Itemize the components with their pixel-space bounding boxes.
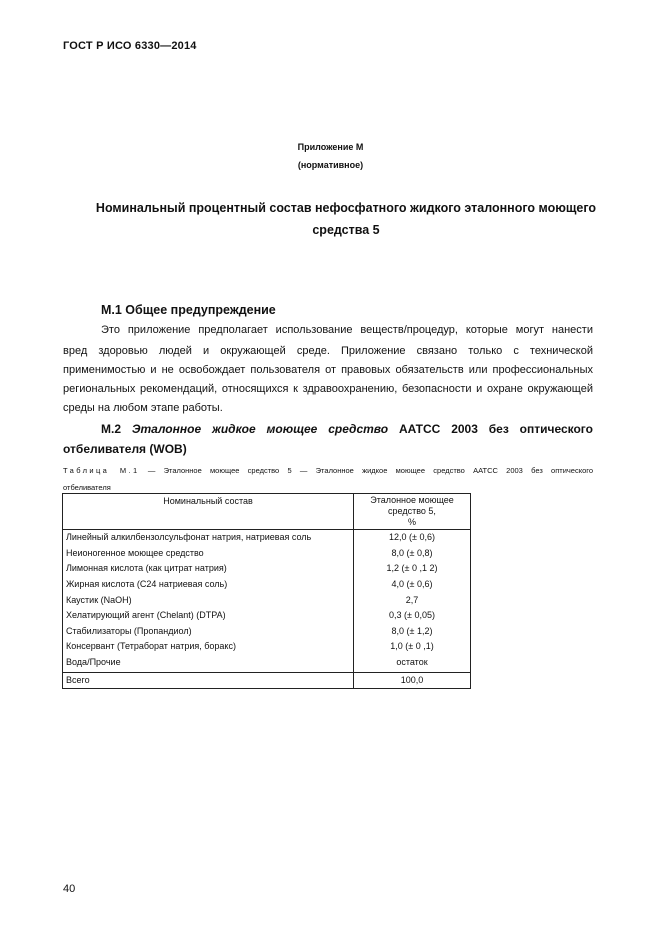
table-total-row (63, 673, 471, 689)
table-header-row (63, 494, 471, 530)
appendix-subtitle: (нормативное) (297, 160, 364, 170)
table-row (63, 577, 471, 593)
component-value: 4,0 (± 0,6) (354, 577, 471, 593)
total-label: Всего (63, 673, 354, 689)
page-number: 40 (63, 883, 76, 895)
appendix-title: Приложение М (297, 142, 364, 152)
col-header-composition: Номинальный состав (63, 494, 354, 530)
table-row (63, 546, 471, 562)
section2-heading-code: ААТСС 2003 без оптического (398, 422, 593, 436)
component-name: Хелатирующий агент (Chelant) (DTPA) (63, 608, 354, 624)
component-value: 0,3 (± 0,05) (354, 608, 471, 624)
component-name: Стабилизаторы (Пропандиол) (63, 624, 354, 640)
table-row (63, 639, 471, 655)
component-value: остаток (354, 655, 471, 673)
component-name: Каустик (NaOH) (63, 592, 354, 608)
table-caption-line2: отбеливателя (63, 483, 111, 492)
section2-heading (63, 419, 593, 459)
table-row (63, 561, 471, 577)
component-value: 2,7 (354, 592, 471, 608)
component-name: Вода/Прочие (63, 655, 354, 673)
col-header-reference (354, 494, 471, 530)
component-value: 1,0 (± 0 ,1) (354, 639, 471, 655)
col-header-reference-line3: % (407, 517, 416, 527)
table-row (63, 624, 471, 640)
component-value: 8,0 (± 0,8) (354, 546, 471, 562)
component-name: Лимонная кислота (как цитрат натрия) (63, 561, 354, 577)
total-value: 100,0 (354, 673, 471, 689)
section2-heading-line2: отбеливателя (WOB) (63, 442, 187, 456)
col-header-reference-line1: Эталонное моющее (370, 495, 454, 505)
table-row (63, 608, 471, 624)
main-title (95, 197, 597, 241)
component-value: 8,0 (± 1,2) (354, 624, 471, 640)
table-caption-line1 (63, 462, 593, 479)
section1-line3: применимостью и не освобождает пользователя от правовых обязательств или профессиональных (63, 364, 593, 376)
table-row (63, 530, 471, 546)
component-value: 12,0 (± 0,6) (354, 530, 471, 546)
col-header-reference-line2: средство 5, (388, 506, 436, 516)
component-name: Жирная кислота (С24 натриевая соль) (63, 577, 354, 593)
main-title-line1: Номинальный процентный состав нефосфатного жидкого эталонного моющего (95, 201, 597, 215)
table-caption-text: — Эталонное моющее средство 5 — Эталонное жидкое моющее средство ААТСС 2003 без оптического (147, 466, 593, 475)
table-row (63, 655, 471, 673)
section1-line5: среды на любом этапе работы. (63, 402, 223, 414)
section1-line4: региональных рекомендаций, относящихся к здравоохранению, безопасности и охране окружающей (63, 383, 593, 395)
section2-heading-line1 (63, 419, 593, 439)
section1-line1: Это приложение предполагает использование веществ/процедур, которые могут нанести (101, 324, 593, 336)
section2-number: М.2 (101, 422, 122, 436)
component-name: Неионогенное моющее средство (63, 546, 354, 562)
table-caption (63, 462, 593, 496)
table-row (63, 592, 471, 608)
document-header: ГОСТ Р ИСО 6330—2014 (63, 40, 197, 52)
component-name: Консервант (Тетраборат натрия, боракс) (63, 639, 354, 655)
section1-heading: М.1 Общее предупреждение (101, 303, 276, 317)
table-caption-label: Таблица М.1 (63, 466, 140, 475)
main-title-line2: средства 5 (312, 223, 380, 237)
composition-table (62, 493, 471, 689)
component-name: Линейный алкилбензолсульфонат натрия, натриевая соль (63, 530, 354, 546)
component-value: 1,2 (± 0 ,1 2) (354, 561, 471, 577)
section1-line2: вред здоровью людей и окружающей среде. Приложение связано только с технической (63, 345, 593, 357)
section2-heading-text: Эталонное жидкое моющее средство (131, 422, 389, 436)
